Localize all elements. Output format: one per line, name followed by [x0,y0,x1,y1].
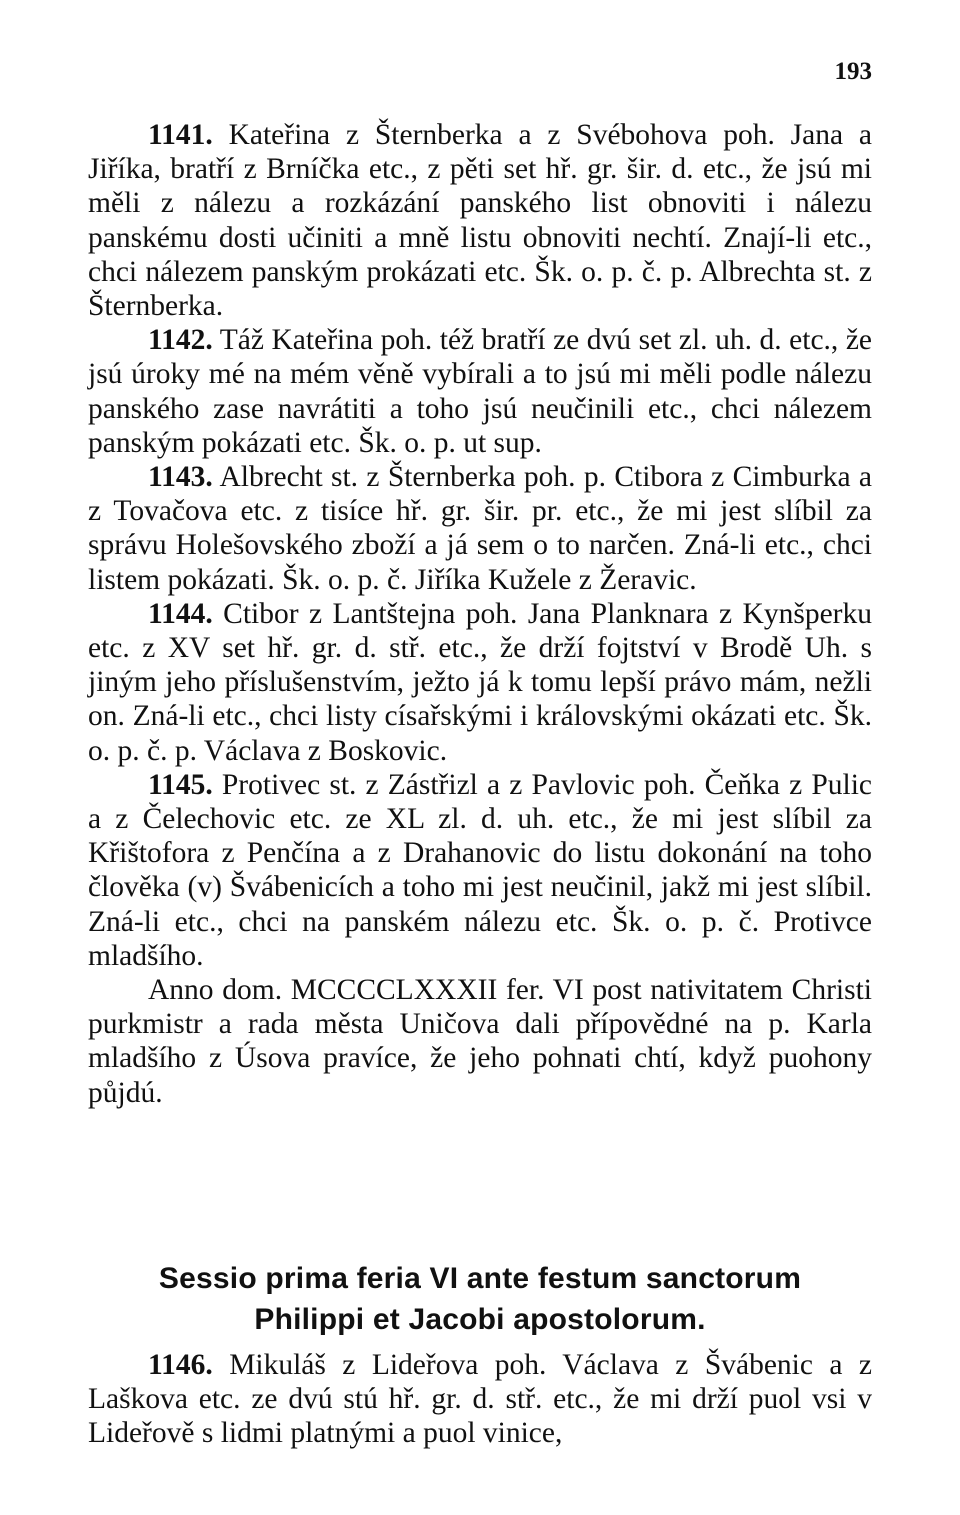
entry-number: 1143. [148,461,213,494]
heading-line-1: Sessio prima feria VI ante festum sanctorum [158,1262,802,1295]
entry-anno-note [88,973,872,1110]
entries-after-block [88,1348,872,1451]
entry-text: Ctibor z Lantštejna poh. Jana Planknara z Kynšperku etc. z XV set hř. gr. d. stř. etc., že drží fojtství v Brodě Uh. s jiným jeho příslušenstvím, ježto já k tomu lepší právo mám, nežli on. Zná-li etc., chci listy císařskými i královskými okázati etc. Šk. o. p. č. p. Václava z Boskovic. [88,597,872,767]
entry-text: Kateřina z Šternberka a z Svébohova poh. Jana a Jiříka, bratří z Brníčka etc., z pěti set hř. gr. šir. d. etc., že jsú mi měli z nálezu a rozkázání panského list obnoviti i nálezu panskému dosti učiniti a mně listu obnoviti nechtí. Znají-li etc., chci nálezem panským prokázati etc. Šk. o. p. č. p. Albrechta st. z Šternberka. [88,119,873,323]
entry-number: 1141. [148,119,213,151]
entry-number: 1142. [148,324,213,357]
entry-1143 [88,460,872,597]
entries-block [88,118,872,1110]
entry-1146 [88,1348,872,1451]
entry-1145 [88,768,872,973]
section-heading [88,1258,872,1340]
entry-number: 1146. [148,1349,213,1381]
page-number: 193 [834,58,872,85]
entry-1142 [88,323,872,460]
entry-1144 [88,597,872,768]
entry-text: Albrecht st. z Šternberka poh. p. Ctibora z Cimburka a z Tovačova etc. z tisíce hř. gr. šir. pr. etc., že mi jest slíbil za správu Holešovského zboží a já sem o to narčen. Zná-li etc., chci listem pokázati. Šk. o. p. č. Jiříka Kužele z Žeravic. [88,461,873,596]
entry-text: Mikuláš z Lideřova poh. Václava z Švábenic a z Laškova etc. ze dvú stú hř. gr. d. stř. etc., že mi drží puol vsi v Lideřově s lidmi platnými a puol vinice, [88,1349,872,1450]
entry-1141 [88,118,872,323]
heading-line-2: Philippi et Jacobi apostolorum. [254,1303,706,1336]
entry-text: Protivec st. z Zástřizl a z Pavlovic poh. Čeňka z Pulic a z Čelechovic etc. ze XL zl. d. uh. etc., že mi jest slíbil za Křištofora z Penčína a z Drahanovic do listu dokonání na toho člověka (v) Švábenicích a toho mi jest neučinil, jakž mi jest slíbil. Zná-li etc., chci na panském nálezu etc. Šk. o. p. č. Protivce mladšího. [88,768,872,972]
entry-number: 1145. [148,768,213,801]
entry-text: Táž Kateřina poh. též bratří ze dvú set zl. uh. d. etc., že jsú úroky mé na mém věně vybírali a to jsú mi měli podle nálezu panského zase navrátiti a toho jsú neučinili etc., chci nálezem panským pokázati etc. Šk. o. p. ut sup. [88,324,873,459]
entry-number: 1144. [148,597,213,630]
entry-text: Anno dom. MCCCCLXXXII fer. VI post nativitatem Christi purkmistr a rada města Uničova dali přípovědné na p. Karla mladšího z Úsova pravíce, že jeho pohnati chtí, když puohony půjdú. [88,974,872,1109]
